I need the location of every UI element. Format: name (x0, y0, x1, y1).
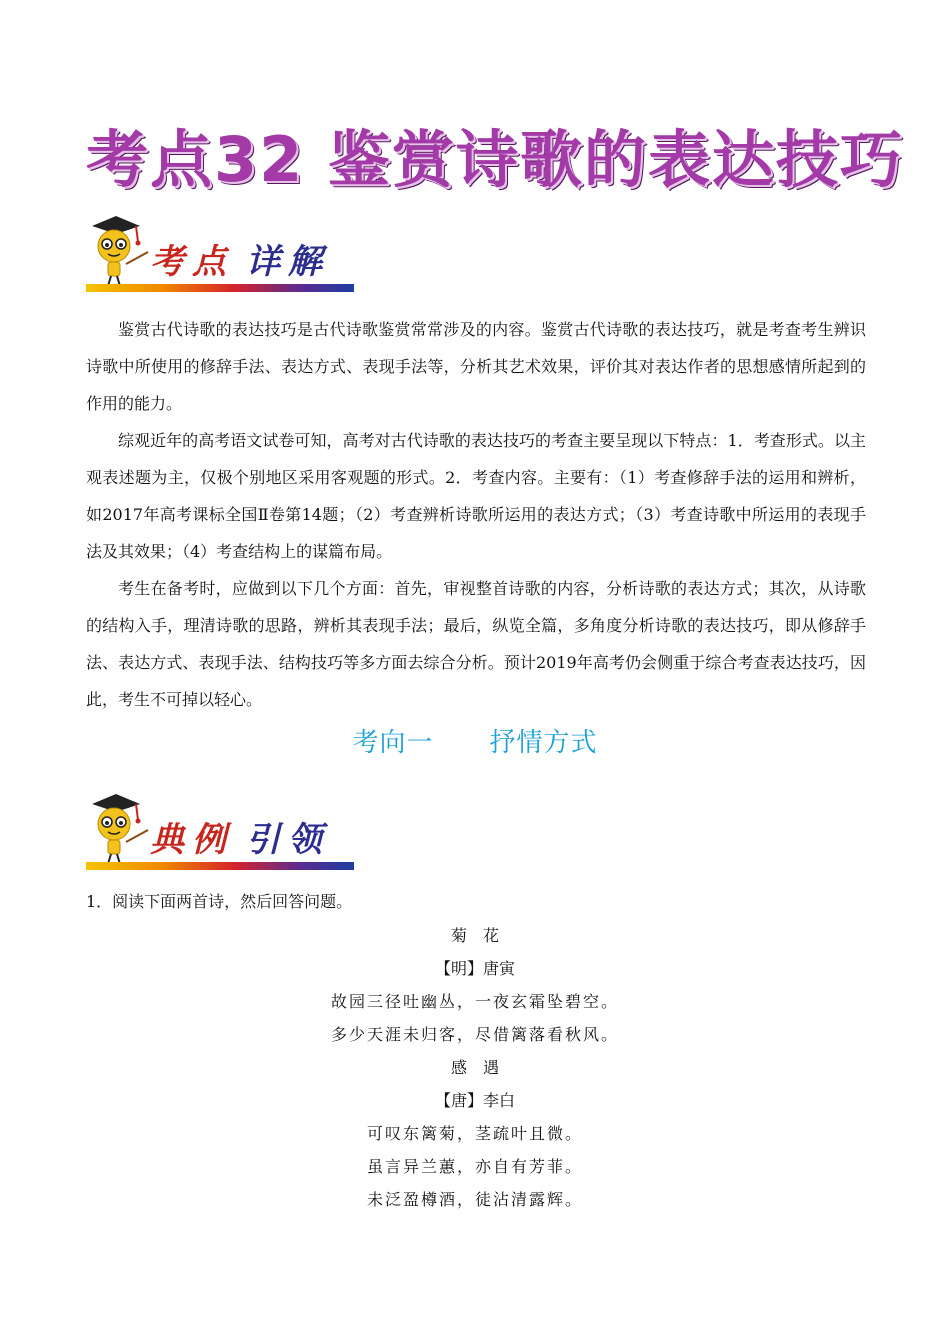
poem-author: 【唐】李白 (434, 1091, 515, 1110)
paragraph-2: 综观近年的高考语文试卷可知，高考对古代诗歌的表达技巧的考查主要呈现以下特点：1．考查形式。以主观表述题为主，仅极个别地区采用客观题的形式。2．考查内容。主要有：（1）考查修辞手法的运用和辨析，如2017年高考课标全国Ⅱ卷第14题；（2）考查辨析诗歌所运用的表达方式；（3）考查诗歌中所运用的表现手法及其效果；（4）考查结构上的谋篇布局。 (86, 431, 866, 561)
poem-author: 【明】唐寅 (434, 959, 515, 978)
section-topic: 抒情方式 (489, 728, 598, 758)
poem-line: 多少天涯未归客，尽借篱落看秋风。 (330, 1025, 619, 1044)
poem-line: 故园三径吐幽丛，一夜玄霜坠碧空。 (330, 992, 619, 1011)
page-title: 考点32 鉴赏诗歌的表达技巧 (86, 123, 904, 196)
banner-underline (86, 862, 354, 870)
section-label: 考向一 (352, 728, 434, 758)
banner-title-part1: 考点 (150, 242, 234, 282)
poem-line: 可叹东篱菊，茎疏叶且微。 (366, 1124, 583, 1143)
banner-title-part2: 引领 (246, 820, 330, 860)
question-prompt: 1．阅读下面两首诗，然后回答问题。 (86, 892, 353, 911)
banner-title (150, 812, 330, 861)
scholar-mascot-icon (86, 212, 150, 290)
banner-title-part2: 详解 (246, 242, 330, 282)
paragraph-3: 考生在备考时，应做到以下几个方面：首先，审视整首诗歌的内容，分析诗歌的表达方式；其次，从诗歌的结构入手，理清诗歌的思路，辨析其表现手法；最后，纵览全篇，多角度分析诗歌的表达技巧，即从修辞手法、表达方式、表现手法、结构技巧等多方面去综合分析。预计2019年高考仍会侧重于综合考查表达技巧，因此，考生不可掉以轻心。 (86, 579, 866, 709)
poem-line: 未泛盈樽酒，徒沾清露辉。 (366, 1190, 583, 1209)
section-heading (0, 722, 950, 759)
banner-title (150, 234, 330, 283)
banner-underline (86, 284, 354, 292)
poem-title: 菊 花 (450, 926, 499, 945)
paragraph-1: 鉴赏古代诗歌的表达技巧是古代诗歌鉴赏常常涉及的内容。鉴赏古代诗歌的表达技巧，就是考查考生辨识诗歌中所使用的修辞手法、表达方式、表现手法等，分析其艺术效果，评价其对表达作者的思想感情所起到的作用的能力。 (86, 320, 866, 413)
scholar-mascot-icon (86, 790, 150, 868)
poem-line: 虽言异兰蕙，亦自有芳菲。 (366, 1157, 583, 1176)
banner-key-points (86, 212, 356, 296)
banner-examples (86, 790, 356, 874)
banner-title-part1: 典例 (150, 820, 234, 860)
poem-title: 感 遇 (450, 1058, 499, 1077)
